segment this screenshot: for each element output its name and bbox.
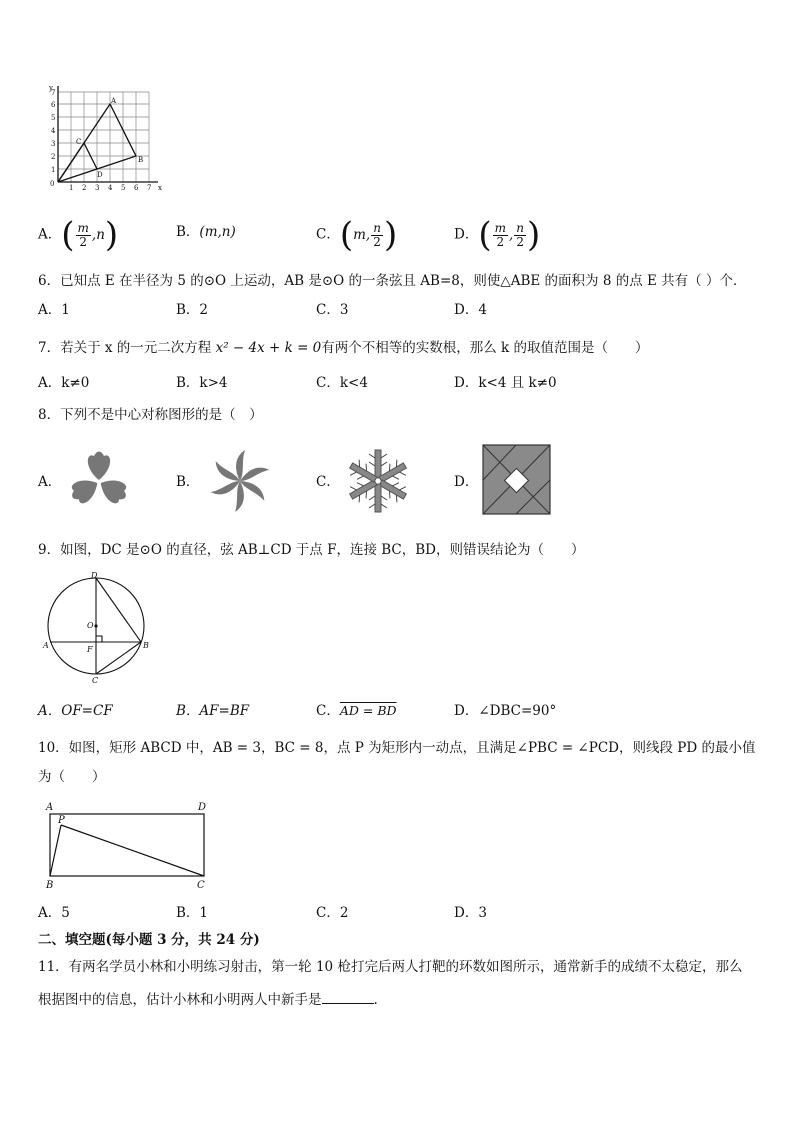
point-b-label: B — [138, 156, 144, 164]
q11-answer-blank[interactable] — [322, 991, 374, 1004]
q7-stem: 7．若关于 x 的一元二次方程 x² − 4x + k = 0有两个不相等的实数根，那么 k 的取值范围是（ ） — [38, 340, 649, 356]
q5-option-b[interactable]: B．(m,n) — [176, 224, 236, 240]
q7-equation: x² − 4x + k = 0 — [215, 340, 322, 356]
y-tick: 1 — [51, 166, 56, 174]
q5-option-a[interactable]: A． ( $\frac{m}{2}$ , n ) — [38, 215, 119, 255]
q10-stem-line2: 为（ ） — [38, 769, 106, 785]
q8-option-d[interactable]: D． — [454, 474, 479, 490]
x-axis-label: x — [158, 184, 162, 192]
point-f-label: F — [87, 645, 93, 654]
q8-stem: 8．下列不是中心对称图形的是（ ） — [38, 407, 263, 423]
q10-option-a[interactable]: A．5 — [38, 905, 70, 921]
y-tick: 2 — [51, 153, 56, 161]
y-tick: 5 — [51, 114, 56, 122]
point-b-label: B — [143, 641, 149, 650]
q11-line2: 根据图中的信息，估计小林和小明两人中新手是 . — [38, 992, 378, 1008]
point-c-label: C — [76, 138, 82, 146]
q8-figure-c-snowflake — [343, 446, 413, 516]
q9-option-c[interactable]: C．AD = BD — [316, 703, 397, 719]
x-tick: 3 — [95, 184, 100, 192]
q6-stem: 6．已知点 E 在半径为 5 的⊙O 上运动，AB 是⊙O 的一条弦且 AB=8，则使△ABE 的面积为 8 的点 E 共有（ ）个． — [38, 273, 747, 289]
q8-option-c[interactable]: C． — [316, 474, 340, 490]
q5-option-d[interactable]: D． ( $\frac{m}{2}$ , $\frac{n}{2}$ ) — [454, 215, 541, 255]
q6-option-d[interactable]: D．4 — [454, 302, 487, 318]
y-tick: 6 — [51, 101, 56, 109]
y-tick: 4 — [51, 127, 56, 135]
q10-rectangle-figure — [40, 798, 220, 892]
point-b-label: B — [46, 880, 54, 891]
y-tick: 3 — [51, 140, 56, 148]
x-tick: 7 — [147, 184, 152, 192]
q9-circle-figure — [40, 570, 160, 685]
origin-label: 0 — [50, 180, 55, 188]
q6-option-b[interactable]: B．2 — [176, 302, 209, 318]
point-a-label: A — [111, 97, 117, 105]
x-tick: 4 — [108, 184, 113, 192]
point-a-label: A — [46, 802, 54, 813]
point-p-label: P — [58, 815, 65, 826]
q6-option-c[interactable]: C．3 — [316, 302, 349, 318]
q9-option-d[interactable]: D．∠DBC=90° — [454, 703, 557, 719]
q9-stem: 9．如图，DC 是⊙O 的直径，弦 AB⊥CD 于点 F，连接 BC，BD，则错误结论为（ ） — [38, 542, 585, 558]
x-tick: 2 — [82, 184, 87, 192]
q8-option-a[interactable]: A． — [38, 474, 62, 490]
q9-option-a[interactable]: A．OF=CF — [38, 703, 113, 719]
x-tick: 6 — [134, 184, 139, 192]
point-c-label: C — [92, 676, 99, 685]
x-tick: 5 — [121, 184, 126, 192]
q8-figure-a-flower — [64, 446, 134, 516]
point-c-label: C — [197, 880, 205, 891]
q10-option-d[interactable]: D．3 — [454, 905, 487, 921]
point-a-label: A — [43, 641, 49, 650]
point-d-label: D — [198, 802, 207, 813]
point-o-label: O — [87, 621, 94, 630]
q7-option-c[interactable]: C．k<4 — [316, 375, 368, 391]
q5-grid-figure — [40, 82, 170, 194]
q5-option-c[interactable]: C． ( m , $\frac{n}{2}$ ) — [316, 215, 398, 255]
y-tick: 7 — [51, 89, 56, 97]
q10-stem-line1: 10．如图，矩形 ABCD 中，AB = 3，BC = 8，点 P 为矩形内一动点，且满足∠PBC = ∠PCD，则线段 PD 的最小值 — [38, 740, 756, 756]
y-axis-label: y — [49, 84, 53, 92]
q11-line1: 11．有两名学员小林和小明练习射击，第一轮 10 枪打完后两人打靶的环数如图所示，通常新手的成绩不太稳定，那么 — [38, 959, 743, 975]
q7-option-a[interactable]: A．k≠0 — [38, 375, 90, 391]
q10-option-c[interactable]: C．2 — [316, 905, 349, 921]
q8-option-b[interactable]: B． — [176, 474, 200, 490]
q10-option-b[interactable]: B．1 — [176, 905, 209, 921]
point-d-label: D — [97, 171, 103, 179]
section-title-fill-in: 二、填空题(每小题 3 分，共 24 分) — [38, 932, 260, 948]
q8-figure-b-pinwheel — [205, 446, 275, 516]
x-tick: 1 — [69, 184, 74, 192]
q7-option-d[interactable]: D．k<4 且 k≠0 — [454, 375, 557, 391]
q6-option-a[interactable]: A．1 — [38, 302, 70, 318]
q8-figure-d-square — [482, 444, 552, 516]
q7-option-b[interactable]: B．k>4 — [176, 375, 228, 391]
q9-option-b[interactable]: B．AF=BF — [176, 703, 250, 719]
point-d-label: D — [91, 571, 98, 580]
q9-arc-equation: AD = BD — [339, 703, 397, 718]
